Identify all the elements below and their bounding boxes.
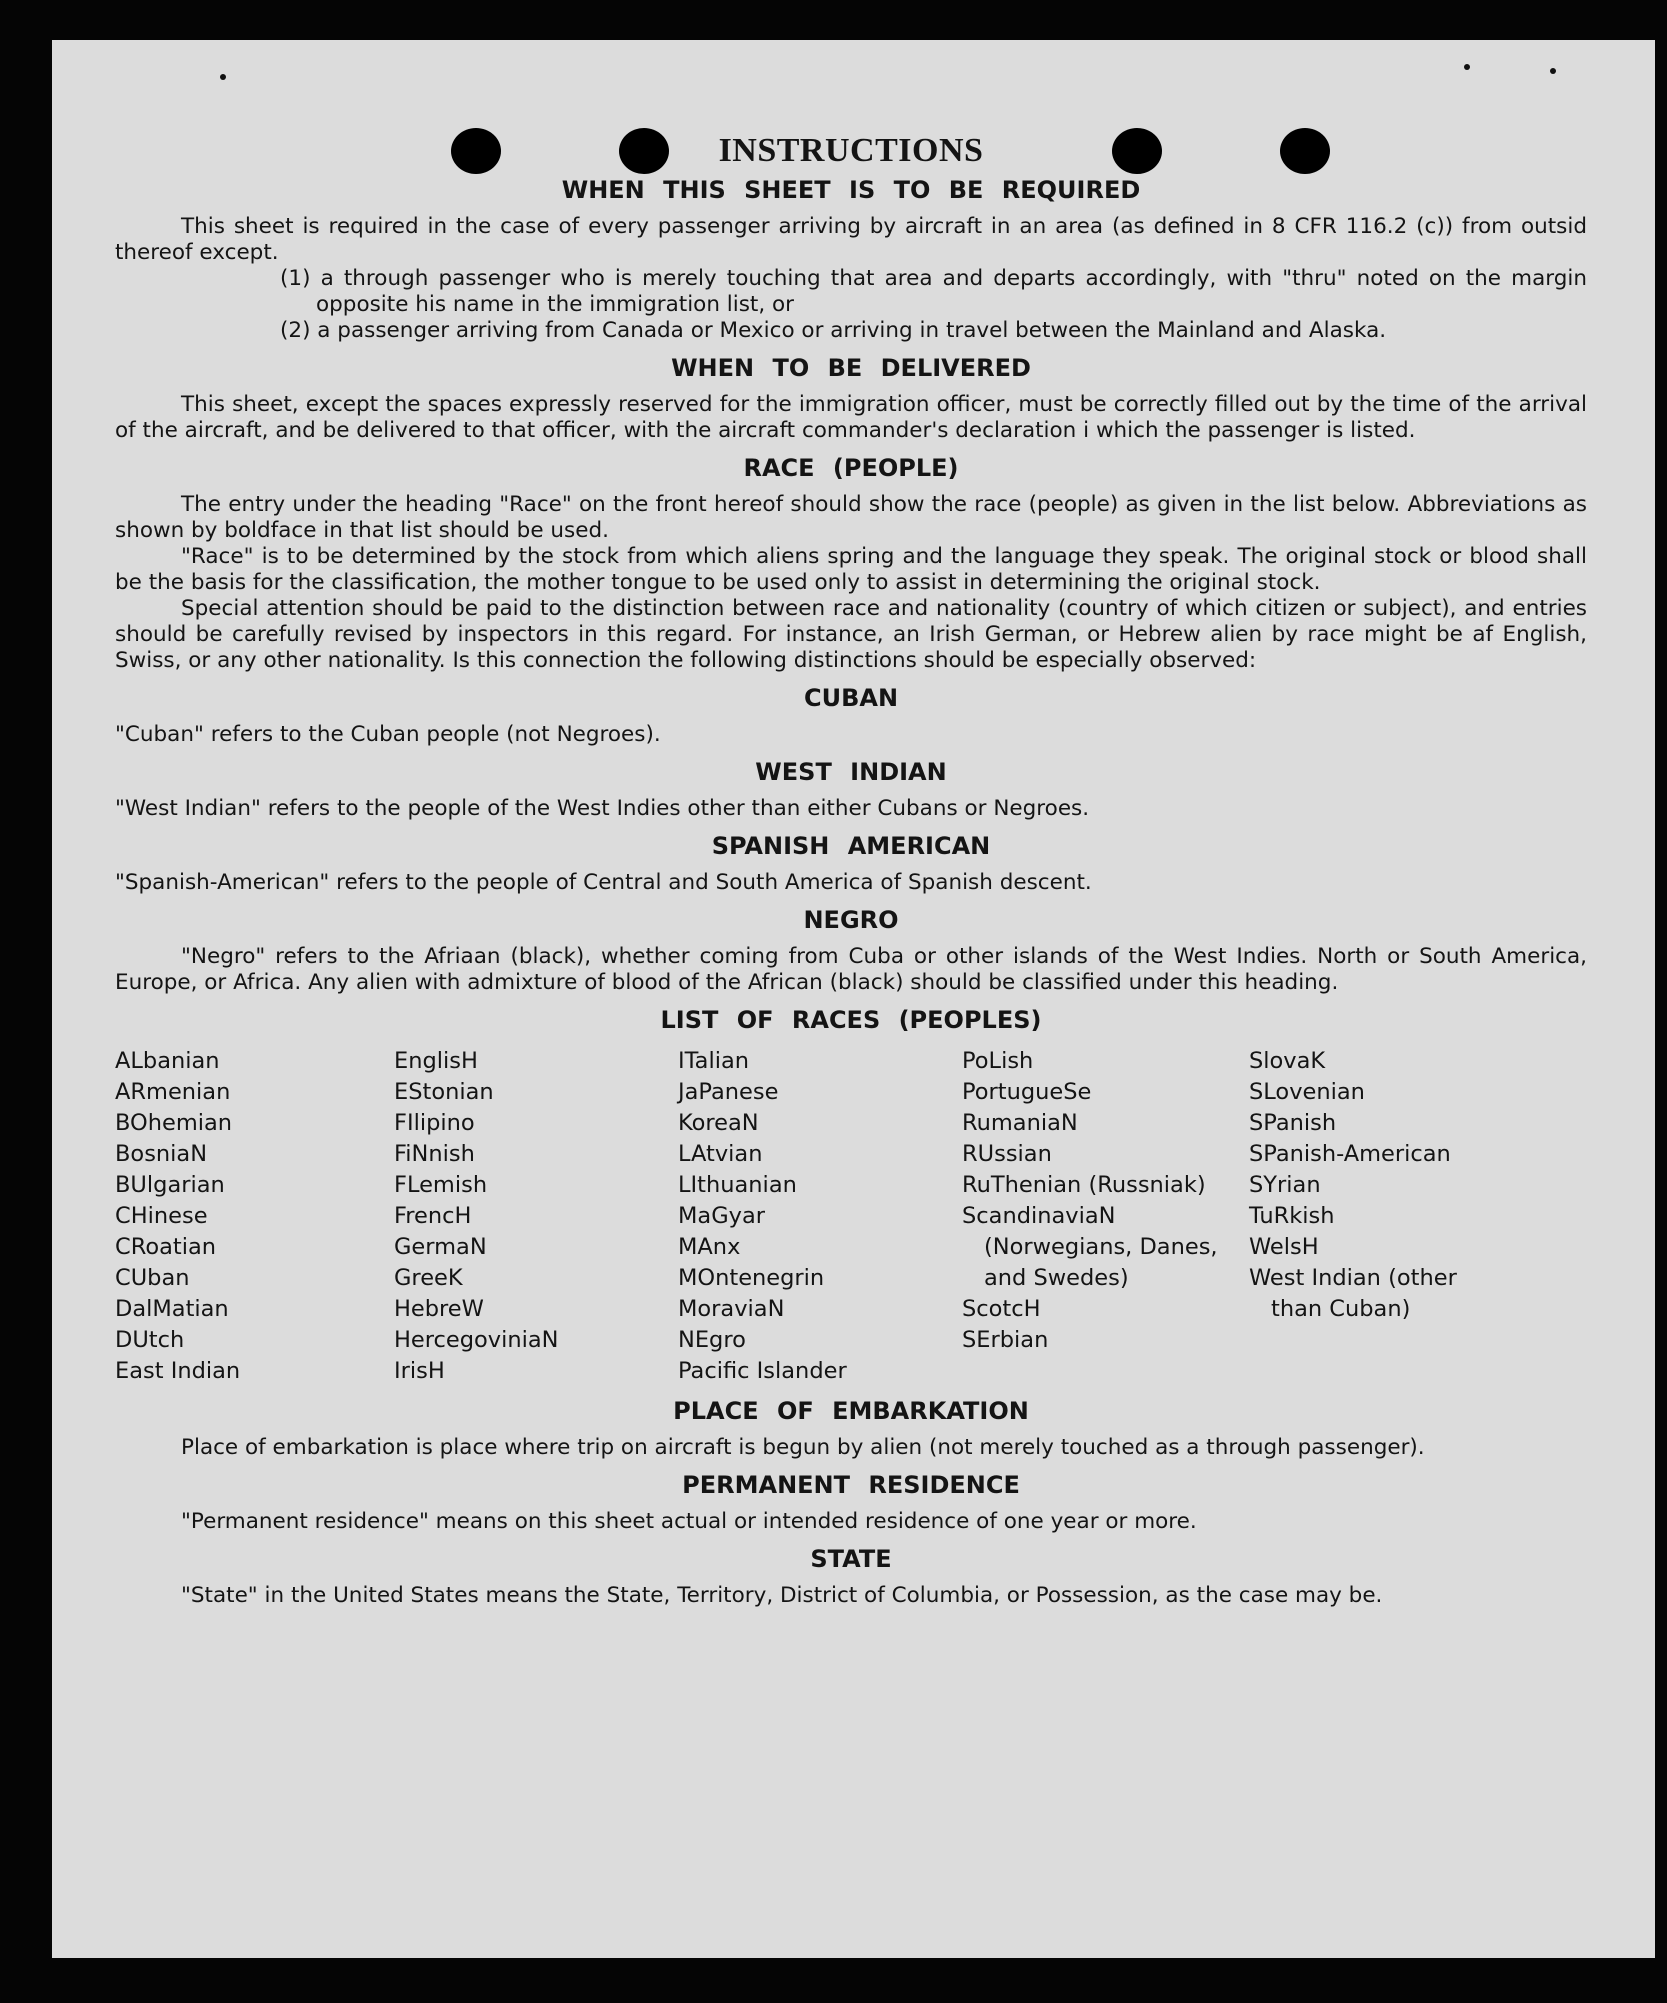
race-item: PortugueSe <box>962 1079 1092 1105</box>
race-item: PoLish <box>962 1048 1034 1074</box>
section-heading: WHEN THIS SHEET IS TO BE REQUIRED <box>561 176 1141 204</box>
race-item: FLemish <box>394 1172 488 1198</box>
paragraph: "Negro" refers to the Afriaan (black), whether coming from Cuba or other islands of the West Indies. North or South America, Europe, or Africa. Any alien with admixture of blood of the African (black) should be classified under this heading. <box>115 944 1587 995</box>
race-item: RuThenian (Russniak) <box>962 1172 1206 1198</box>
race-item: SYrian <box>1249 1172 1321 1198</box>
race-item: CRoatian <box>115 1234 217 1260</box>
section-heading: LIST OF RACES (PEOPLES) <box>660 1006 1042 1034</box>
race-column <box>115 1046 394 1387</box>
race-item: TuRkish <box>1249 1203 1335 1229</box>
race-item: BosniaN <box>115 1141 208 1167</box>
section-heading: STATE <box>810 1545 892 1573</box>
paragraph: Special attention should be paid to the distinction between race and nationality (country of which citizen or subject), and entries should be carefully revised by inspectors in this regard. For instance, an Irish German, or Hebrew alien by race might be af English, Swiss, or any other nationality. Is this connection the following distinctions should be especially observed: <box>115 596 1587 673</box>
race-item: BOhemian <box>115 1110 233 1136</box>
section-heading: PERMANENT RESIDENCE <box>682 1471 1020 1499</box>
race-column <box>962 1046 1249 1387</box>
paragraph: "West Indian" refers to the people of the West Indies other than either Cubans or Negroes. <box>115 796 1090 821</box>
section-heading: SPANISH AMERICAN <box>711 832 991 860</box>
race-item: DUtch <box>115 1327 185 1353</box>
race-item: GreeK <box>394 1265 463 1291</box>
race-item: SPanish-American <box>1249 1141 1451 1167</box>
race-item: WelsH <box>1249 1234 1319 1260</box>
race-item: MOntenegrin <box>678 1265 825 1291</box>
race-item: LAtvian <box>678 1141 763 1167</box>
race-item: ScandinaviaN (Norwegians, Danes, and Swedes) <box>962 1203 1218 1291</box>
paragraph: "Cuban" refers to the Cuban people (not Negroes). <box>115 722 661 747</box>
race-column <box>1249 1046 1509 1387</box>
race-list <box>115 1046 1587 1387</box>
paragraph: This sheet is required in the case of every passenger arriving by aircraft in an area (as defined in 8 CFR 116.2 (c)) from outsid thereof except. <box>115 214 1587 265</box>
paragraph: "Race" is to be determined by the stock from which aliens spring and the language they speak. The original stock or blood shall be the basis for the classification, the mother tongue to be used only to assist in determining the original stock. <box>115 544 1587 595</box>
race-item: HercegoviniaN <box>394 1327 559 1353</box>
paragraph: The entry under the heading "Race" on the front hereof should show the race (people) as given in the list below. Abbreviations as shown by boldface in that list should be used. <box>115 492 1587 543</box>
race-item: SlovaK <box>1249 1048 1326 1074</box>
paragraph: "Spanish-American" refers to the people of Central and South America of Spanish descent. <box>115 870 1092 895</box>
race-item: FiNnish <box>394 1141 475 1167</box>
race-item: RumaniaN <box>962 1110 1078 1136</box>
race-item: FrencH <box>394 1203 472 1229</box>
punch-hole <box>451 128 501 174</box>
race-item: KoreaN <box>678 1110 759 1136</box>
list-item: (2) a passenger arriving from Canada or Mexico or arriving in travel between the Mainland and Alaska. <box>280 318 1387 343</box>
ink-speck <box>1464 64 1470 70</box>
race-item: SPanish <box>1249 1110 1337 1136</box>
race-item: BUlgarian <box>115 1172 225 1198</box>
document-page <box>52 40 1655 1958</box>
race-item: MaGyar <box>678 1203 765 1229</box>
ink-speck <box>220 74 226 80</box>
race-item: East Indian <box>115 1358 241 1384</box>
race-item: ARmenian <box>115 1079 231 1105</box>
punch-hole <box>1280 128 1330 174</box>
race-item: GermaN <box>394 1234 487 1260</box>
race-item: ALbanian <box>115 1048 220 1074</box>
race-item: NEgro <box>678 1327 746 1353</box>
race-item: ScotcH <box>962 1296 1041 1322</box>
race-item: CHinese <box>115 1203 208 1229</box>
race-item: SLovenian <box>1249 1079 1365 1105</box>
race-item: EStonian <box>394 1079 494 1105</box>
section-heading: WHEN TO BE DELIVERED <box>671 354 1031 382</box>
race-item: HebreW <box>394 1296 484 1322</box>
section-heading: PLACE OF EMBARKATION <box>673 1397 1029 1425</box>
section-heading: CUBAN <box>803 684 899 712</box>
race-column <box>678 1046 962 1387</box>
section-heading: NEGRO <box>803 906 899 934</box>
race-item: Pacific Islander <box>678 1358 847 1384</box>
race-item: JaPanese <box>678 1079 779 1105</box>
page-title: INSTRUCTIONS <box>718 132 984 169</box>
section-heading: WEST INDIAN <box>755 758 947 786</box>
race-item: SErbian <box>962 1327 1049 1353</box>
section-heading: RACE (PEOPLE) <box>743 454 959 482</box>
race-item: ITalian <box>678 1048 749 1074</box>
race-item: EnglisH <box>394 1048 478 1074</box>
race-item: DalMatian <box>115 1296 229 1322</box>
race-item: IrisH <box>394 1358 445 1384</box>
race-item: RUssian <box>962 1141 1052 1167</box>
list-item: (1) a through passenger who is merely touching that area and departs accordingly, with "thru" noted on the margin opposite his name in the immigration list, or <box>280 266 1587 317</box>
race-item: MAnx <box>678 1234 741 1260</box>
paragraph: This sheet, except the spaces expressly reserved for the immigration officer, must be correctly filled out by the time of the arrival of the aircraft, and be delivered to that officer, with the aircraft commander's declaration i which the passenger is listed. <box>115 392 1587 443</box>
paragraph: Place of embarkation is place where trip on aircraft is begun by alien (not merely touched as a through passenger). <box>181 1435 1425 1460</box>
ink-speck <box>1550 68 1556 74</box>
race-item: FIlipino <box>394 1110 475 1136</box>
punch-hole <box>619 128 669 174</box>
race-column <box>394 1046 678 1387</box>
race-item: West Indian (other than Cuban) <box>1249 1265 1457 1322</box>
race-item: CUban <box>115 1265 190 1291</box>
paragraph: "State" in the United States means the State, Territory, District of Columbia, or Possession, as the case may be. <box>181 1583 1383 1608</box>
punch-hole <box>1112 128 1162 174</box>
race-item: MoraviaN <box>678 1296 785 1322</box>
paragraph: "Permanent residence" means on this sheet actual or intended residence of one year or more. <box>181 1509 1197 1534</box>
race-item: LIthuanian <box>678 1172 797 1198</box>
